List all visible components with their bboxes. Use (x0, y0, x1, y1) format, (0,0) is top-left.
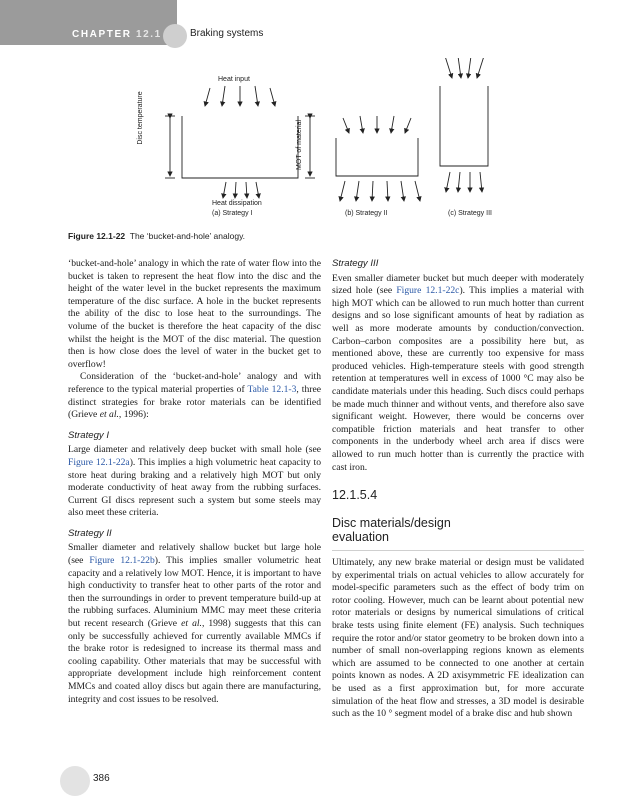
heat-out-arrow (223, 182, 226, 198)
section-number: 12.1.5.4 (332, 488, 378, 503)
heat-dissipation-label: Heat dissipation (212, 200, 262, 207)
paragraph: Ultimately, any new brake material or design must be validated by experimental trials on actual vehicles to allow accurately for model-specific parameters such as the effect of body trim on rotor cooling. However, much can be learnt about potential new rotor materials or designs by numerical simulations of critical brake tests using finite element (FE) analysis. Such techniques require the rotor and/or stator geometry to be broken down into a number of small non-overlapping regions known as elements which are assumed to be connected to one another at certain points known as nodes. A 2D axisymmetric FE idealization can be used as a first approximation but, for more accurate simulation of the heat flow and stresses, a 3D model is desirable such as the 10 ° segment model of a brake disc and hub shown (332, 557, 584, 720)
figure-reference-link[interactable]: Figure 12.1-22c (396, 285, 460, 297)
chapter-label: CHAPTER 12.1 (72, 29, 162, 40)
paragraph: Large diameter and relatively deep bucket with small hole (see Figure 12.1-22a). This implies a high volumetric heat capacity to store heat during braking and a relatively high MOT but only moderate conductivity of heat away from the rubbing surfaces. Current GI discs represent such a system but some steels may also meet these criteria. (68, 444, 321, 519)
table-reference-link[interactable]: Table 12.1-3 (247, 383, 297, 395)
figure-reference-link[interactable]: Figure 12.1-22a (68, 456, 130, 468)
bucket-strategy-1 (182, 116, 298, 178)
bucket-and-hole-figure (60, 58, 570, 233)
paragraph: ‘bucket-and-hole’ analogy in which the rate of water flow into the bucket is taken to represent the heat flow into the disc and the height of the water level in the bucket represents the maximum temperature of the disc surface. A hole in the bucket represents the ability of the disc to lose heat to the surroundings. The volume of the bucket is therefore the heat capacity of the disc whilst the height is the MOT of the disc material. The question then is how close does the level of water in the bucket get to overflow! (68, 258, 321, 370)
strategy-3-label: (c) Strategy III (448, 210, 492, 217)
chapter-tab-circle (163, 24, 187, 48)
page-number: 386 (93, 773, 110, 784)
heat-input-arrow (205, 88, 210, 106)
running-title: Braking systems (190, 28, 264, 39)
strategy-2-label: (b) Strategy II (345, 210, 388, 217)
heat-out-arrow (235, 182, 236, 198)
figure-caption (68, 231, 245, 241)
bucket-strategy-3 (440, 86, 488, 166)
section-title: Disc materials/design (332, 516, 451, 531)
heat-input-arrow (270, 88, 275, 106)
mot-of-material-label: MOT of material (296, 119, 303, 170)
paragraph: Even smaller diameter bucket but much deeper with moderately sized hole (see Figure 12.1-22c). This implies a material with high MOT which can be allowed to run much hotter than current designs and so lose significant amounts of heat by radiation as well as more moderate amounts by conduction/convection. Carbon–carbon composites are a possibility here but, as mentioned above, these are currently too expensive for mass produced vehicles. High-temperature steels with good strength retention at temperatures well in excess of 1000 °C may also be candidate materials under this heading. Such discs could perhaps be made much thinner and without vents, and therefore also save significant weight. However, there would be concerns over compatible friction materials and heat transfer to other components in the underbody wheel arch area if discs were allowed to run much hotter than is currently the practice with cast iron. (332, 272, 584, 473)
heat-out-arrow (246, 182, 247, 198)
strategy-1-label: (a) Strategy I (212, 210, 253, 217)
strategy-2-heading: Strategy II (68, 527, 112, 539)
heat-input-label: Heat input (218, 76, 250, 83)
heat-out-arrow (256, 182, 259, 198)
figure-number: Figure 12.1-22 (68, 231, 126, 241)
heat-input-arrow (222, 86, 225, 106)
paragraph: Smaller diameter and relatively shallow bucket but large hole (see Figure 12.1-22b). This implies smaller volumetric heat capacity and a relatively low MOT. Hence, it is important to have high conductivity to transfer heat to other parts of the rotor and then the surroundings in order to prevent temperature build-up at the rubbing surfaces. Aluminium MMC may meet these criteria but recent research (Grieve et al., 1998) suggests that this can only be successfully achieved for currently available MMCs if the brake rotor is redesigned to increase its thermal mass and cooling capability. Other materials that may be successful with appropriate development include high reinforcement content MMCs and coated alloy discs but again there are manufacturing, integrity and cost issues to be resolved. (68, 542, 321, 705)
figure-reference-link[interactable]: Figure 12.1-22b (89, 555, 155, 567)
page-number-circle (60, 766, 90, 796)
bucket-strategy-2 (336, 138, 418, 176)
section-title-cont: evaluation (332, 530, 389, 545)
heat-input-arrow (255, 86, 258, 106)
figure-caption-text: The ‘bucket-and-hole’ analogy. (129, 231, 246, 241)
strategy-3-heading: Strategy III (332, 258, 379, 269)
chapter-number: 12.1 (135, 29, 162, 40)
paragraph: Consideration of the ‘bucket-and-hole’ analogy and with reference to the typical material properties of Table 12.1-3, three distinct strategies for brake rotor materials can be identified (Grieve et al., 1996): (68, 371, 321, 421)
section-heading (332, 488, 584, 551)
left-column (68, 258, 321, 706)
right-column (332, 258, 584, 721)
disc-temperature-label: Disc temperature (137, 91, 144, 145)
strategy-1-heading: Strategy I (68, 429, 110, 441)
